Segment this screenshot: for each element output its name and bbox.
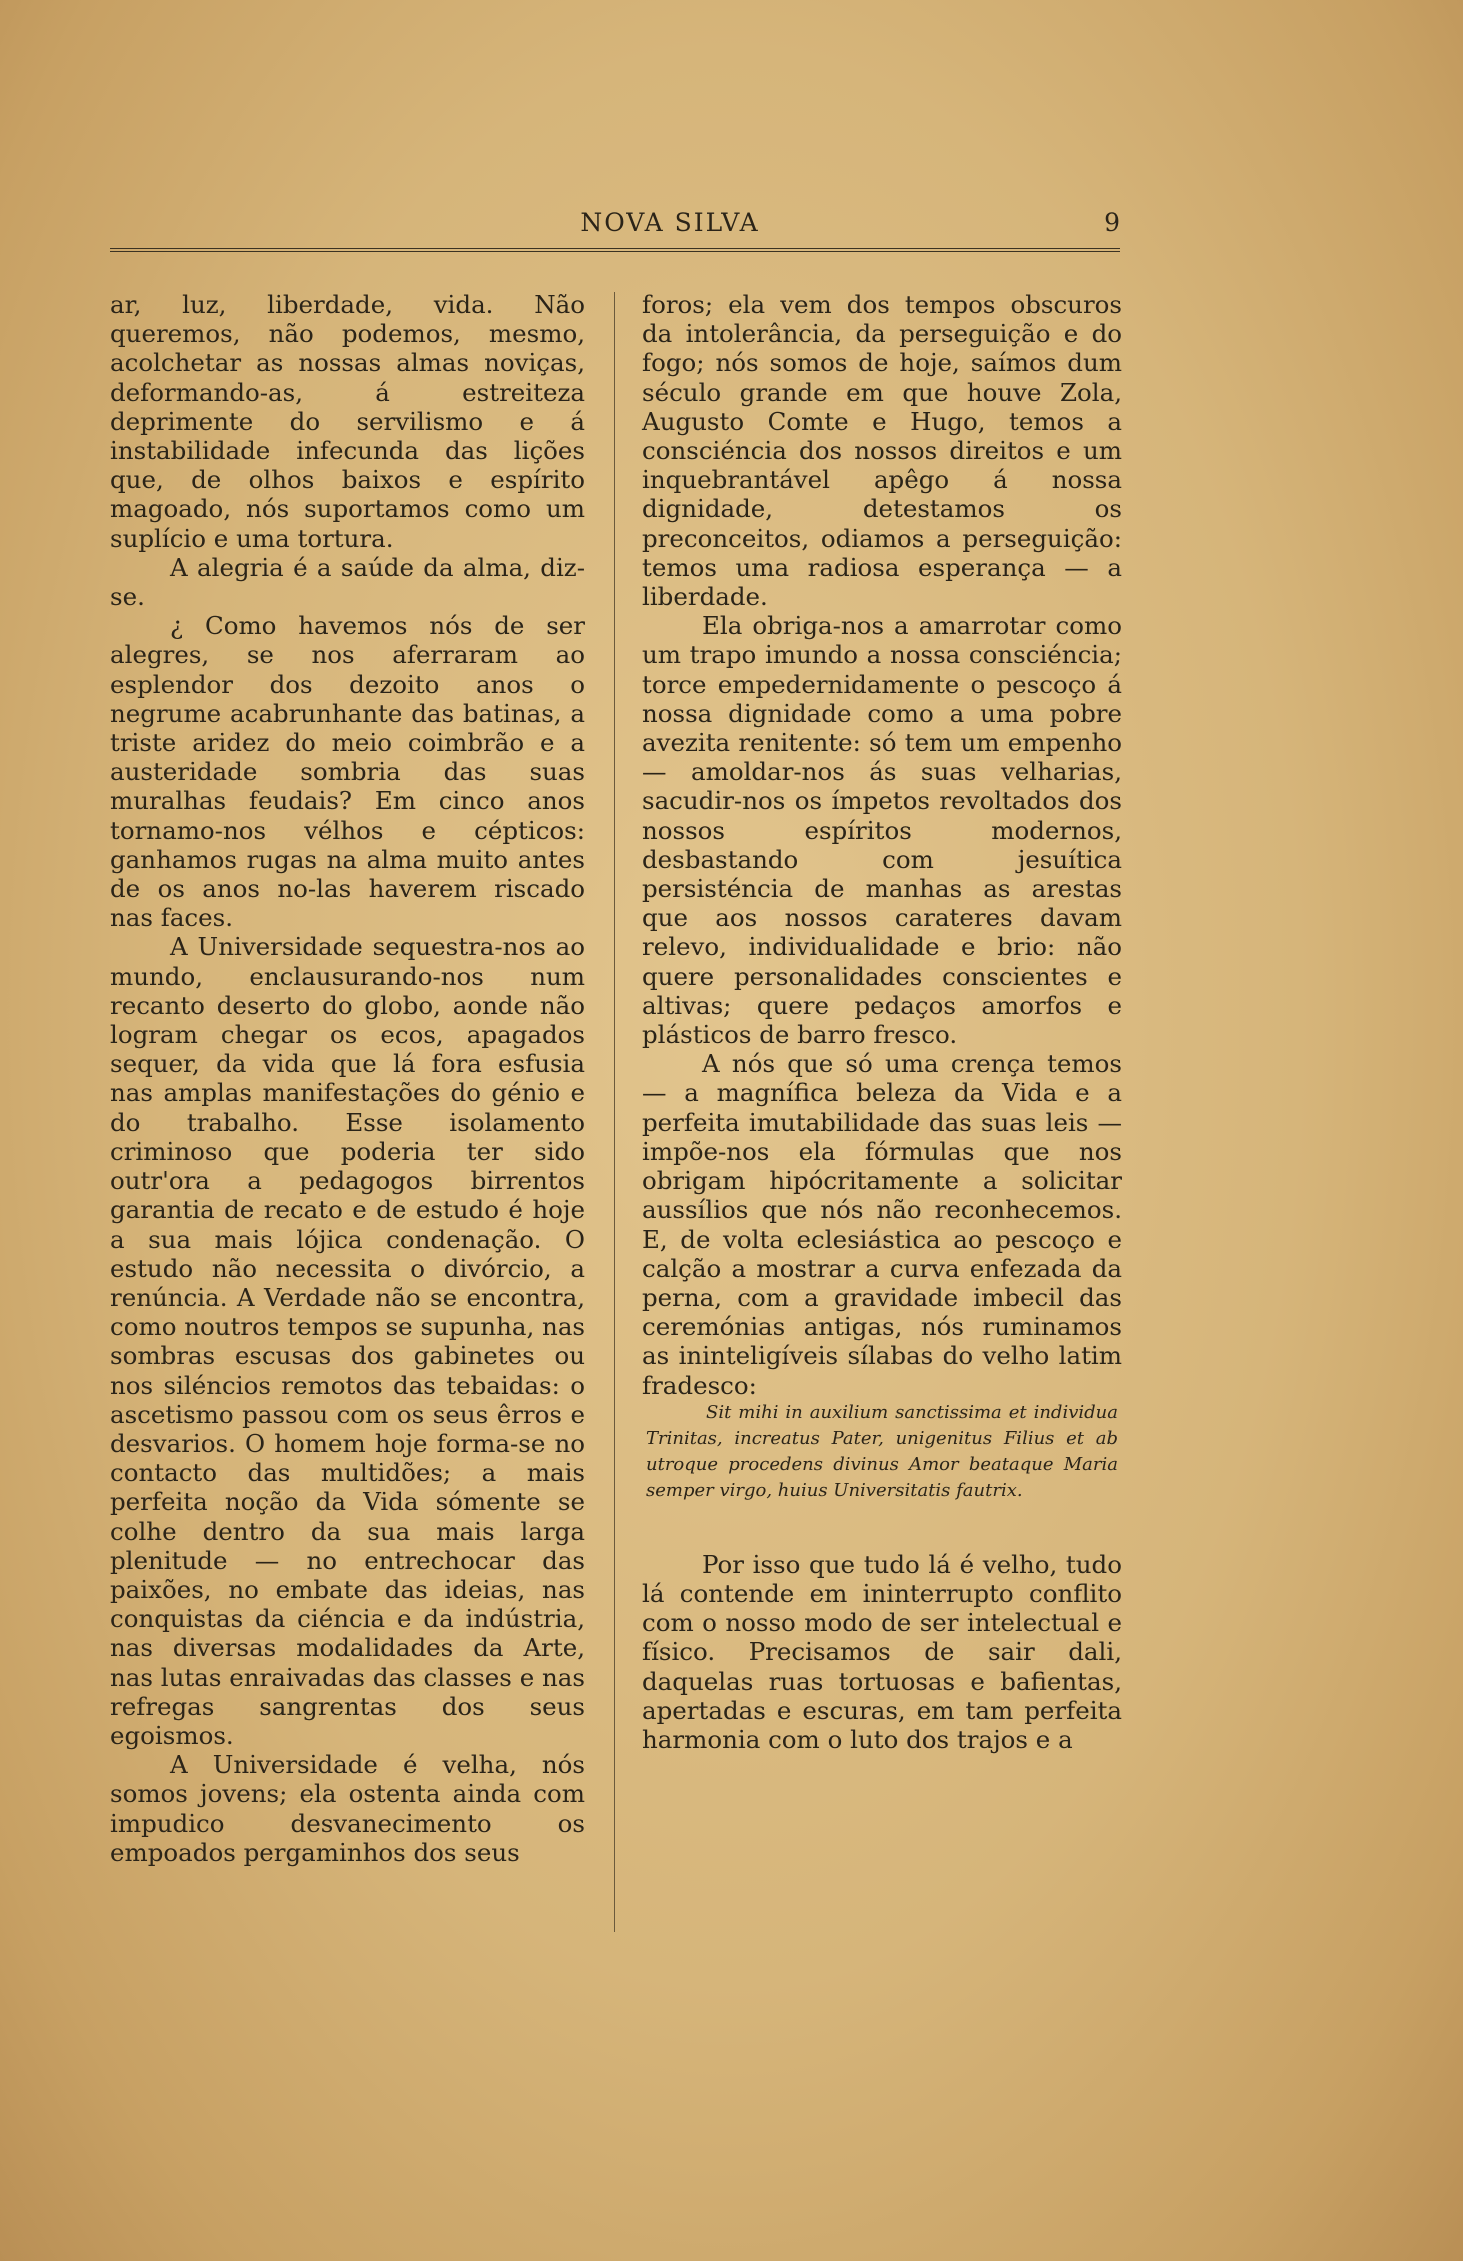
paragraph: A Universidade é velha, nós somos jovens; ela ostenta ainda com impudico desvanecimento os empoados pergaminhos dos seus [110,1750,585,1867]
page-number: 9 [1104,208,1120,237]
column-divider [614,292,615,1932]
paragraph: ¿ Como havemos nós de ser alegres, se nos aferraram ao esplendor dos dezoito anos o negrume acabrunhante das batinas, a triste aridez do meio coimbrão e a austeridade sombria das suas muralhas feudais? Em cinco anos tornamo-nos vélhos e cépticos: ganhamos rugas na alma muito antes de os anos no-las haverem riscado nas faces. [110,611,585,933]
paragraph: A nós que só uma crença temos — a magnífica beleza da Vida e a perfeita imutabilidade das suas leis — impõe-nos ela fórmulas que nos obrigam hipócritamente a solicitar aussílios que nós não reconhecemos. E, de volta eclesiástica ao pescoço e calção a mostrar a curva enfezada da perna, com a gravidade imbecil das ceremónias antigas, nós ruminamos as ininteligíveis sílabas do velho latim fradesco: [642,1049,1122,1400]
paragraph: Ela obriga-nos a amarrotar como um trapo imundo a nossa consciéncia; torce empedernidamente o pescoço á nossa dignidade como a uma pobre avezita renitente: só tem um empenho — amoldar-nos ás suas velharias, sacudir-nos os ímpetos revoltados dos nossos espíritos modernos, desbastando com jesuítica persisténcia de manhas as arestas que aos nossos carateres davam relevo, individualidade e brio: não quere personalidades conscientes e altivas; quere pedaços amorfos e plásticos de barro fresco. [642,611,1122,1050]
header-rule [110,248,1120,252]
right-column [642,290,1122,1754]
paragraph: Por isso que tudo lá é velho, tudo lá contende em ininterrupto conflito com o nosso modo de ser intelectual e físico. Precisamos de sair dali, daquelas ruas tortuosas e bafientas, apertadas e escuras, em tam perfeita harmonia com o luto dos trajos e a [642,1549,1122,1754]
paragraph: A alegria é a saúde da alma, diz-se. [110,552,585,612]
paragraph: ar, luz, liberdade, vida. Não queremos, não podemos, mesmo, acolchetar as nossas almas noviças, deformando-as, á estreiteza deprimente do servilismo e á instabilidade infecunda das lições que, de olhos baixos e espírito magoado, nós suportamos como um suplício e uma tortura. [110,290,585,553]
latin-quote: Sit mihi in auxilium sanctissima et individua Trinitas, increatus Pater, unigenitus Filius et ab utroque procedens divinus Amor beataque Maria semper virgo, huius Universitatis fautrix. [646,1401,1118,1501]
left-column [110,290,585,1867]
running-header [110,208,1120,248]
journal-title: NOVA SILVA [580,208,760,237]
paragraph: A Universidade sequestra-nos ao mundo, enclausurando-nos num recanto deserto do globo, aonde não logram chegar os ecos, apagados sequer, da vida que lá fora esfusia nas amplas manifestações do génio e do trabalho. Esse isolamento criminoso que poderia ter sido outr'ora a pedagogos birrentos garantia de recato e de estudo é hoje a sua mais lójica condenação. O estudo não necessita o divórcio, a renúncia. A Verdade não se encontra, como noutros tempos se supunha, nas sombras escusas dos gabinetes ou nos siléncios remotos das tebaidas: o ascetismo passou com os seus êrros e desvarios. O homem hoje forma-se no contacto das multidões; a mais perfeita noção da Vida sómente se colhe dentro da sua mais larga plenitude — no entrechocar das paixões, no embate das ideias, nas conquistas da ciéncia e da indústria, nas diversas modalidades da Arte, nas lutas enraivadas das classes e nas refregas sangrentas dos seus egoismos. [110,932,585,1750]
paragraph: foros; ela vem dos tempos obscuros da intolerância, da perseguição e do fogo; nós somos de hoje, saímos dum século grande em que houve Zola, Augusto Comte e Hugo, temos a consciéncia dos nossos direitos e um inquebrantável apêgo á nossa dignidade, detestamos os preconceitos, odiamos a perseguição: temos uma radiosa esperança — a liberdade. [642,290,1122,612]
